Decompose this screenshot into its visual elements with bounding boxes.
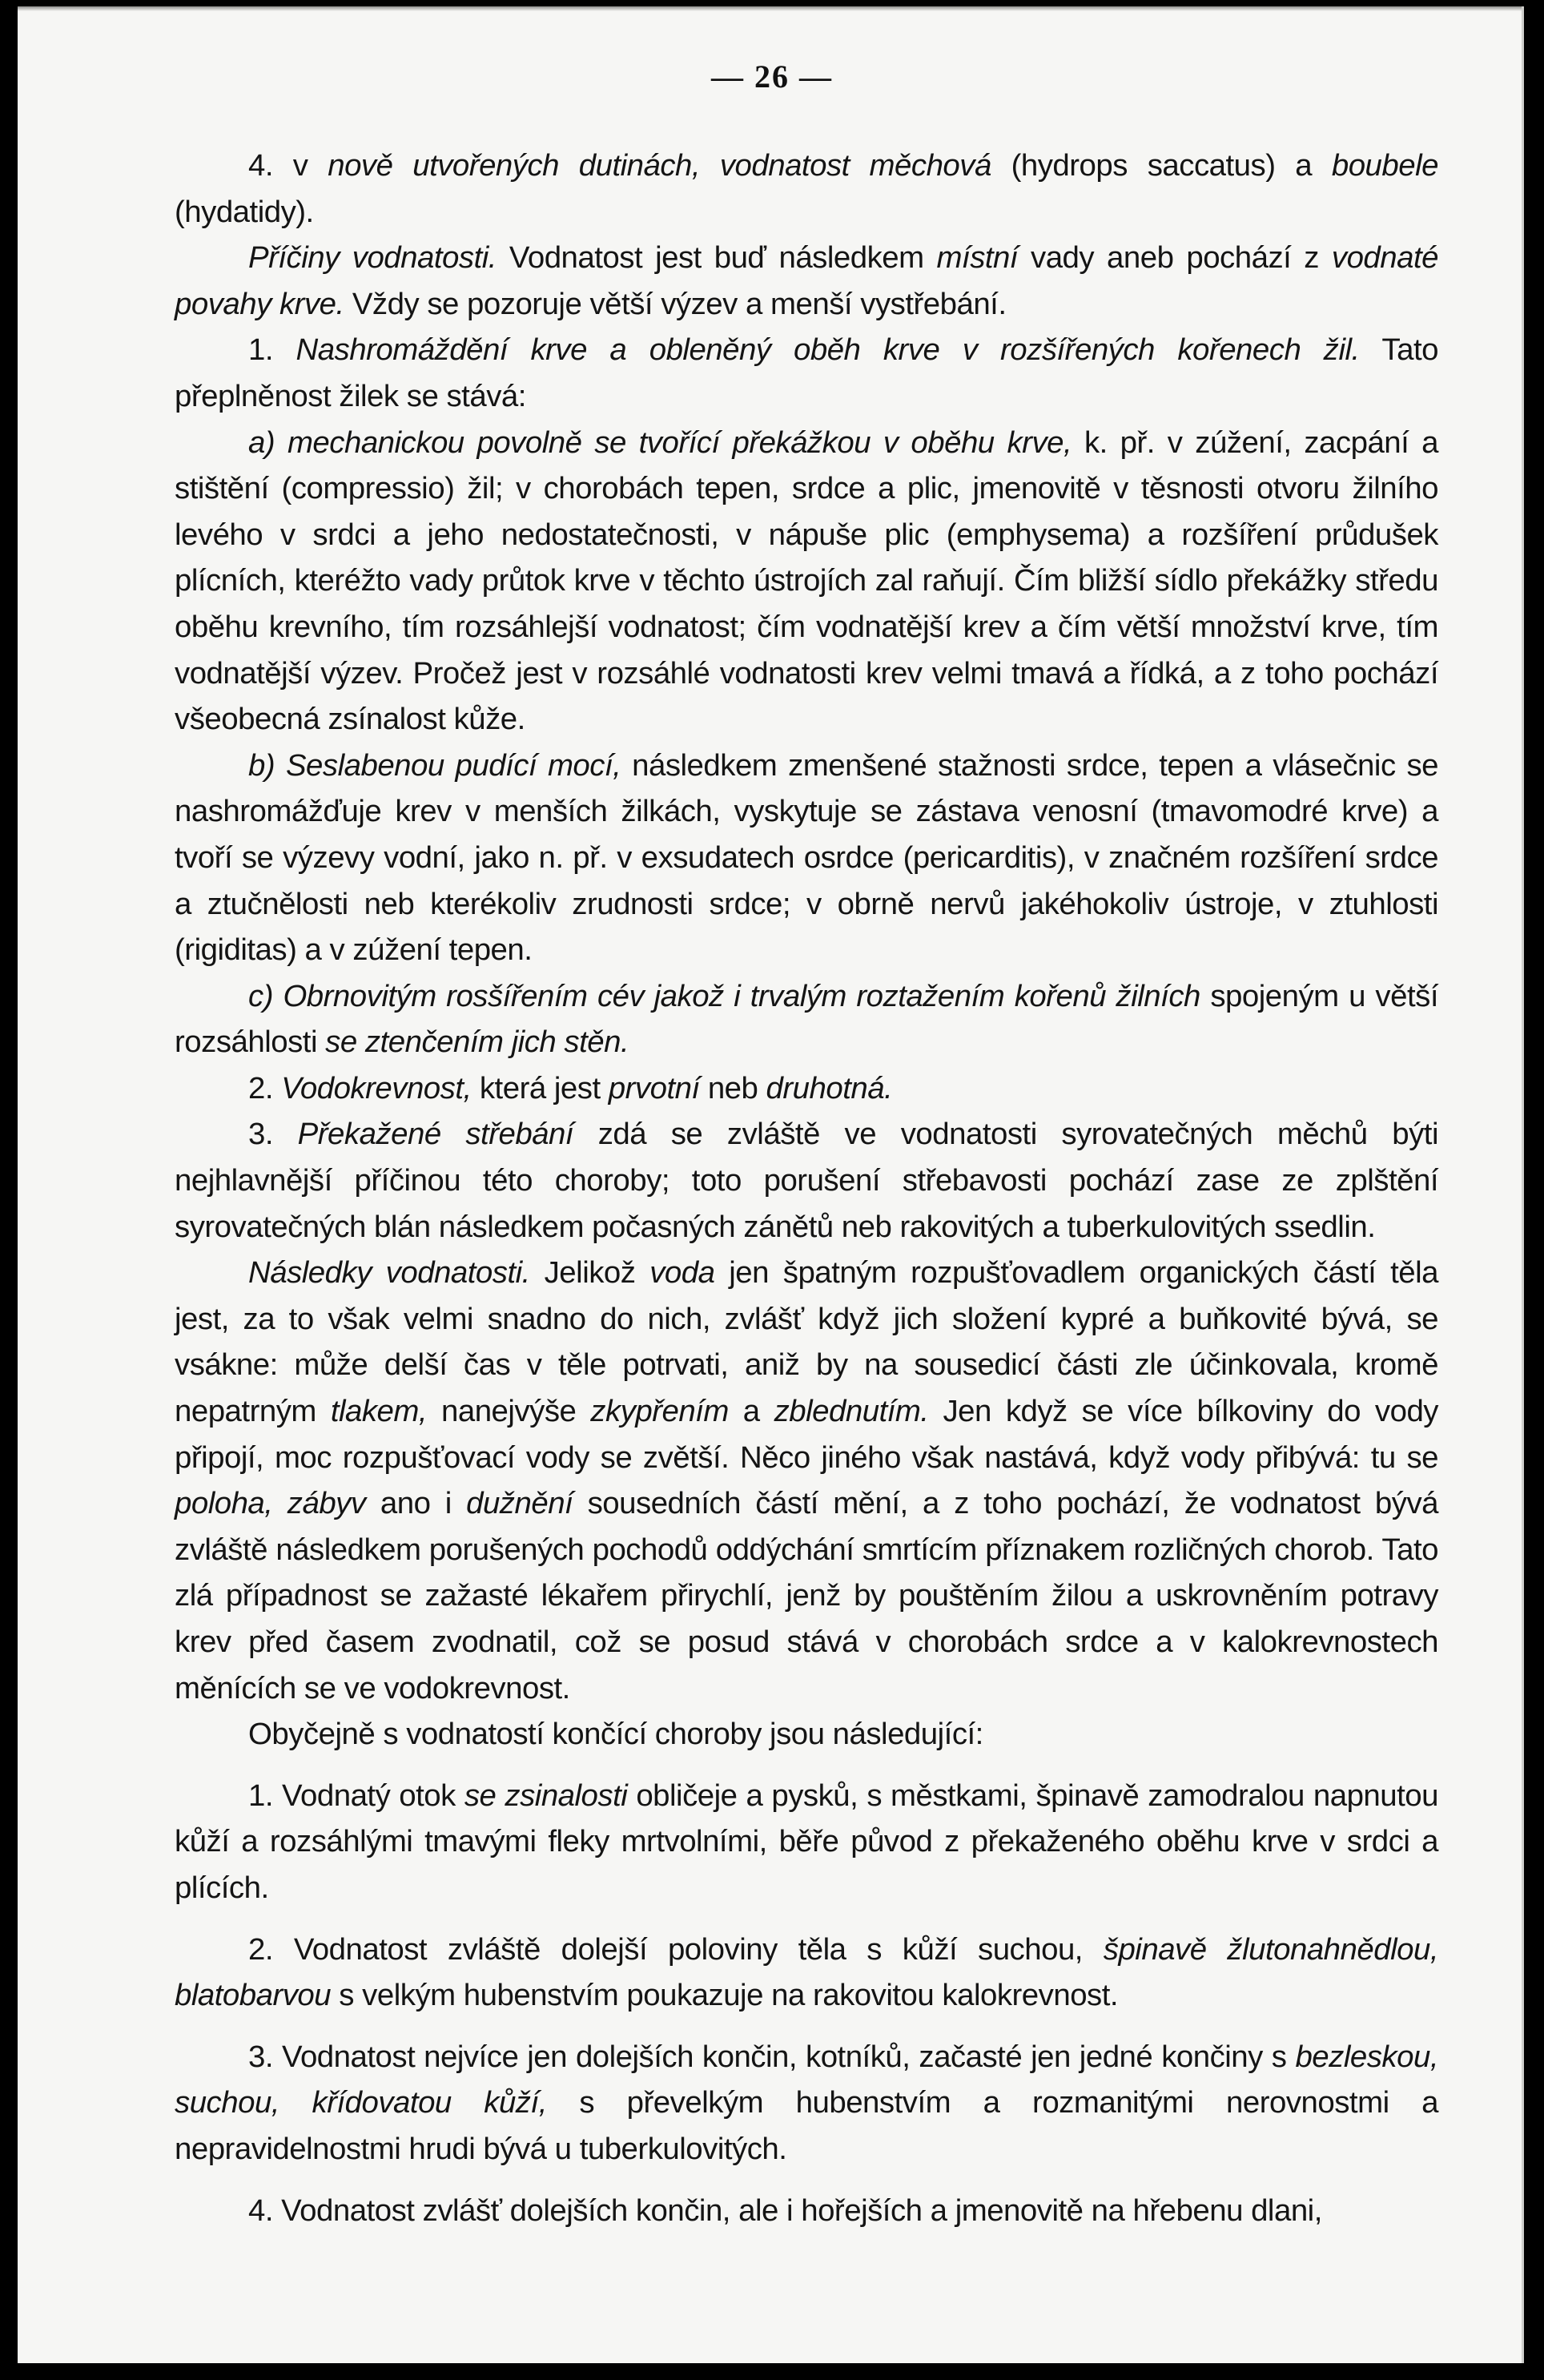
emphasis-text: a) mechanickou povolně se tvořící překážkou v oběhu krve, xyxy=(248,425,1072,460)
paragraph-text: 2. xyxy=(248,1070,282,1105)
emphasis-text: bezleskou, suchou, křídovatou kůží, xyxy=(175,2039,1438,2120)
paragraph xyxy=(175,1927,1438,2019)
body-text xyxy=(175,143,1438,2233)
paragraph-text: neb xyxy=(699,1070,766,1105)
paragraph xyxy=(175,327,1438,419)
paragraph-text: 4. v xyxy=(248,148,328,183)
paragraph-text: vady aneb pochází z xyxy=(1018,240,1332,276)
emphasis-text: Překažené střebání xyxy=(297,1117,574,1152)
paragraph-text: 2. Vodnatost zvláště dolejší poloviny těla s kůží suchou, xyxy=(248,1931,1104,1967)
paragraph-text: k. př. v zúžení, zacpání a stištění (compressio) žil; v chorobách tepen, srdce a plic, jmenovitě v těsnosti otvoru žilního levého v srdci a jeho nedostatečnosti, v nápuše plic (emphysema) a rozšíření průdušek plícních, kteréžto vady průtok krve v těchto ústrojích zal raňují. Čím bližší sídlo překážky středu oběhu krevního, tím rozsáhlejší vodnatost; čím vodnatější krev a čím větší množství krve, tím vodnatější výzev. Pročež jest v rozsáhlé vodnatosti krev velmi tmavá a řídká, a z toho pochází všeobecná zsínalost kůže. xyxy=(175,425,1438,737)
page-number: — 26 — xyxy=(711,58,833,95)
paragraph xyxy=(175,1250,1438,1711)
paragraph xyxy=(175,1111,1438,1250)
paragraph-text: která jest xyxy=(471,1070,609,1105)
paragraph-text: s velkým hubenstvím poukazuje na rakovitou kalokrevnost. xyxy=(331,1978,1119,2013)
paragraph-text: 3. Vodnatost nejvíce jen dolejších končin, kotníků, začasté jen jedné končiny s xyxy=(248,2039,1296,2074)
paragraph-text: Jen když se více bílkoviny do vody připojí, moc rozpušťovací vody se zvětší. Něco jiného však nastává, když vody přibývá: tu se xyxy=(175,1394,1438,1475)
paragraph-text: spojeným u větší rozsáhlosti xyxy=(175,978,1438,1060)
emphasis-text: dužnění xyxy=(466,1486,573,1521)
paragraph-text: Obyčejně s vodnatostí končící choroby jsou následující: xyxy=(248,1717,983,1752)
paragraph-text: s převelkým hubenstvím a rozmanitými nerovnostmi a nepravidelnostmi hrudi bývá u tuberkulovitých. xyxy=(175,2085,1438,2166)
paragraph-text: 4. Vodnatost zvlášť dolejších končin, ale i hořejších a jmenovitě na hřebenu dlani, xyxy=(248,2193,1322,2228)
paragraph xyxy=(175,743,1438,973)
paragraph xyxy=(175,2034,1438,2173)
paragraph-text: 3. xyxy=(248,1117,298,1152)
emphasis-text: prvotní xyxy=(608,1070,700,1105)
page-top-shadow xyxy=(18,0,1522,11)
paragraph xyxy=(175,1711,1438,1758)
emphasis-text: se zsinalosti xyxy=(464,1778,628,1813)
emphasis-text: b) Seslabenou pudící mocí, xyxy=(248,747,621,783)
paragraph xyxy=(175,1065,1438,1112)
paragraph xyxy=(175,2188,1438,2234)
paragraph-text: Vždy se pozoruje větší výzev a menší vystřebání. xyxy=(344,286,1007,321)
emphasis-text: vodnaté povahy krve. xyxy=(175,240,1438,321)
emphasis-text: poloha, zábyv xyxy=(175,1486,366,1521)
paragraph-text: (hydrops saccatus) a xyxy=(991,148,1332,183)
paragraph xyxy=(175,1773,1438,1911)
paragraph xyxy=(175,973,1438,1065)
paragraph-text: Tato přeplněnost žilek se stává: xyxy=(175,332,1438,413)
emphasis-text: voda xyxy=(649,1255,715,1291)
paragraph-text: obličeje a pysků, s městkami, špinavě zamodralou napnutou kůží a rozsáhlými tmavými fleky mrtvolními, běře původ z překaženého oběhu krve v srdci a plících. xyxy=(175,1778,1438,1905)
emphasis-text: špinavě žlutonahnědlou, blatobarvou xyxy=(175,1931,1438,2013)
paragraph-text: jen špatným rozpušťovadlem organických částí těla jest, za to však velmi snadno do nich, zvlášť když jich složení kypré a buňkovité bývá, se vsákne: může delší čas v těle potrvati, aniž by na sousedicí části zle účinkovala, kromě nepatrným xyxy=(175,1255,1438,1429)
paragraph-text: Vodnatost jest buď následkem xyxy=(496,240,937,276)
paragraph-text: (hydatidy). xyxy=(175,194,314,229)
emphasis-text: se ztenčením jich stěn. xyxy=(325,1025,629,1060)
paragraph-text: ano i xyxy=(365,1486,467,1521)
paragraph xyxy=(175,420,1438,743)
paragraph-text: Jelikož xyxy=(529,1255,650,1291)
paragraph xyxy=(175,235,1438,327)
paragraph-text: sousedních částí mění, a z toho pochází, že vodnatost bývá zvláště následkem porušených pochodů oddýchání smrtícím příznakem rozličných chorob. Tato zlá případnost se zažasté lékařem přirychlí, jenž by pouštěním žilou a uskrovněním potravy krev před časem zvodnatil, což se posud stává v chorobách srdce a v kalokrevnostech měnících se ve vodokrevnost. xyxy=(175,1486,1439,1705)
emphasis-text: tlakem, xyxy=(330,1394,428,1429)
emphasis-text: Nashromáždění krve a obleněný oběh krve v rozšířených kořenech žil. xyxy=(296,332,1360,368)
paragraph-text: následkem zmenšené stažnosti srdce, tepen a vlásečnic se nashromážďuje krev v menších žilkách, vyskytuje se zástava venosní (tmavomodré krve) a tvoří se výzevy vodní, jako n. př. v exsudatech osrdce (pericarditis), v značném rozšíření srdce a ztučnělosti neb kterékoliv zrudnosti srdce; v obrně nervů jakéhokoliv ústroje, v ztuhlosti (rigiditas) a v zúžení tepen. xyxy=(175,747,1438,968)
paragraph xyxy=(175,143,1438,235)
emphasis-text: c) Obrnovitým rosšířením cév jakož i trvalým roztažením kořenů žilních xyxy=(248,978,1200,1013)
paragraph-text: zdá se zvláště ve vodnatosti syrovatečných měchů býti nejhlavnější příčinou této choroby; toto porušení střebavosti pochází zase ze zplštění syrovatečných blán následkem počasných zánětů neb rakovitých a tuberkulovitých ssedlin. xyxy=(175,1117,1438,1244)
emphasis-text: místní xyxy=(936,240,1019,276)
paragraph-text: a xyxy=(728,1394,774,1429)
paragraph-text: 1. Vodnatý otok xyxy=(248,1778,464,1813)
paragraph-text: 1. xyxy=(248,332,296,368)
emphasis-text: nově utvořených dutinách, vodnatost měchová xyxy=(328,148,991,183)
emphasis-text: Vodokrevnost, xyxy=(281,1070,472,1105)
emphasis-text: Následky vodnatosti. xyxy=(248,1255,530,1291)
emphasis-text: boubele xyxy=(1331,148,1438,183)
emphasis-text: druhotná. xyxy=(766,1070,893,1105)
emphasis-text: zkypřením xyxy=(590,1394,729,1429)
paragraph-text: nanejvýše xyxy=(427,1394,591,1429)
emphasis-text: zblednutím. xyxy=(774,1394,929,1429)
emphasis-text: Příčiny vodnatosti. xyxy=(248,240,497,276)
